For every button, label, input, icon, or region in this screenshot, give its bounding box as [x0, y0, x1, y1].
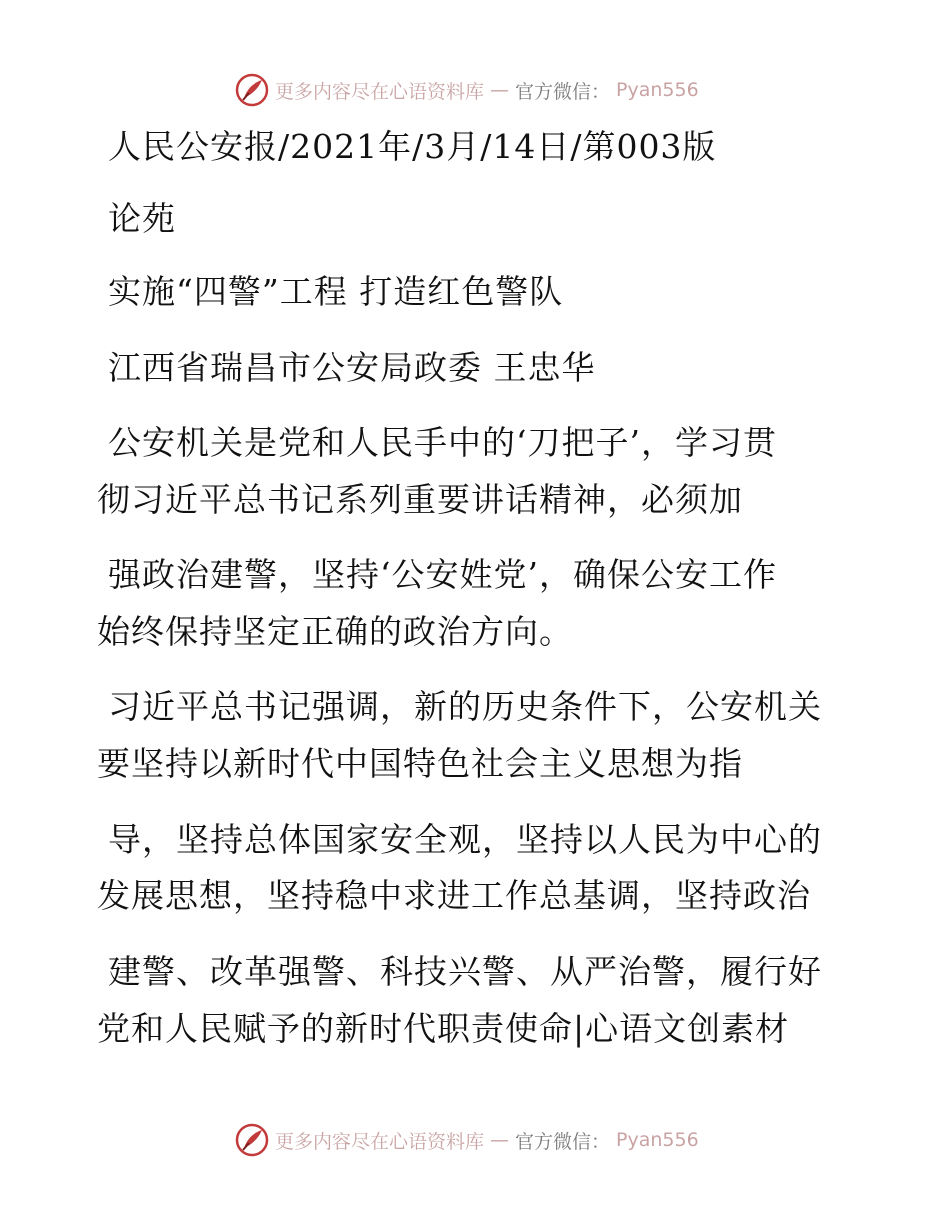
body-line: 党和人民赋予的新时代职责使命|心语文创素材 [97, 1009, 790, 1048]
article-author: 江西省瑞昌市公安局政委 王忠华 [108, 348, 596, 387]
watermark-footer [235, 1120, 835, 1160]
body-line: 发展思想，坚持稳中求进工作总基调，坚持政治 [97, 876, 811, 915]
body-line: 导，坚持总体国家安全观，坚持以人民为中心的 [108, 820, 822, 859]
feather-pen-logo-icon [235, 1123, 269, 1157]
watermark-text: 更多内容尽在心语资料库 [275, 80, 485, 103]
body-line: 要坚持以新时代中国特色社会主义思想为指 [97, 744, 743, 783]
watermark-dash: — [490, 79, 510, 101]
article-column: 论苑 [108, 199, 176, 238]
watermark-text: 更多内容尽在心语资料库 [275, 1130, 485, 1153]
article-title: 实施“四警”工程 打造红色警队 [108, 272, 564, 311]
watermark-wechat-id: Pyan556 [616, 1129, 699, 1151]
watermark-wechat-label: 官方微信： [515, 80, 611, 103]
body-line: 彻习近平总书记系列重要讲话精神，必须加 [97, 480, 743, 519]
body-line: 习近平总书记强调，新的历史条件下，公安机关 [108, 687, 822, 726]
watermark-wechat-id: Pyan556 [616, 79, 699, 101]
body-line: 始终保持坚定正确的政治方向。 [97, 612, 573, 651]
body-line: 强政治建警，坚持‘公安姓党’，确保公安工作 [108, 555, 777, 594]
watermark-dash: — [490, 1129, 510, 1151]
article-source: 人民公安报/2021年/3月/14日/第003版 [108, 127, 717, 166]
body-line: 公安机关是党和人民手中的‘刀把子’，学习贯 [108, 423, 777, 462]
watermark-wechat-label: 官方微信： [515, 1130, 611, 1153]
body-line: 建警、改革强警、科技兴警、从严治警，履行好 [108, 952, 822, 991]
